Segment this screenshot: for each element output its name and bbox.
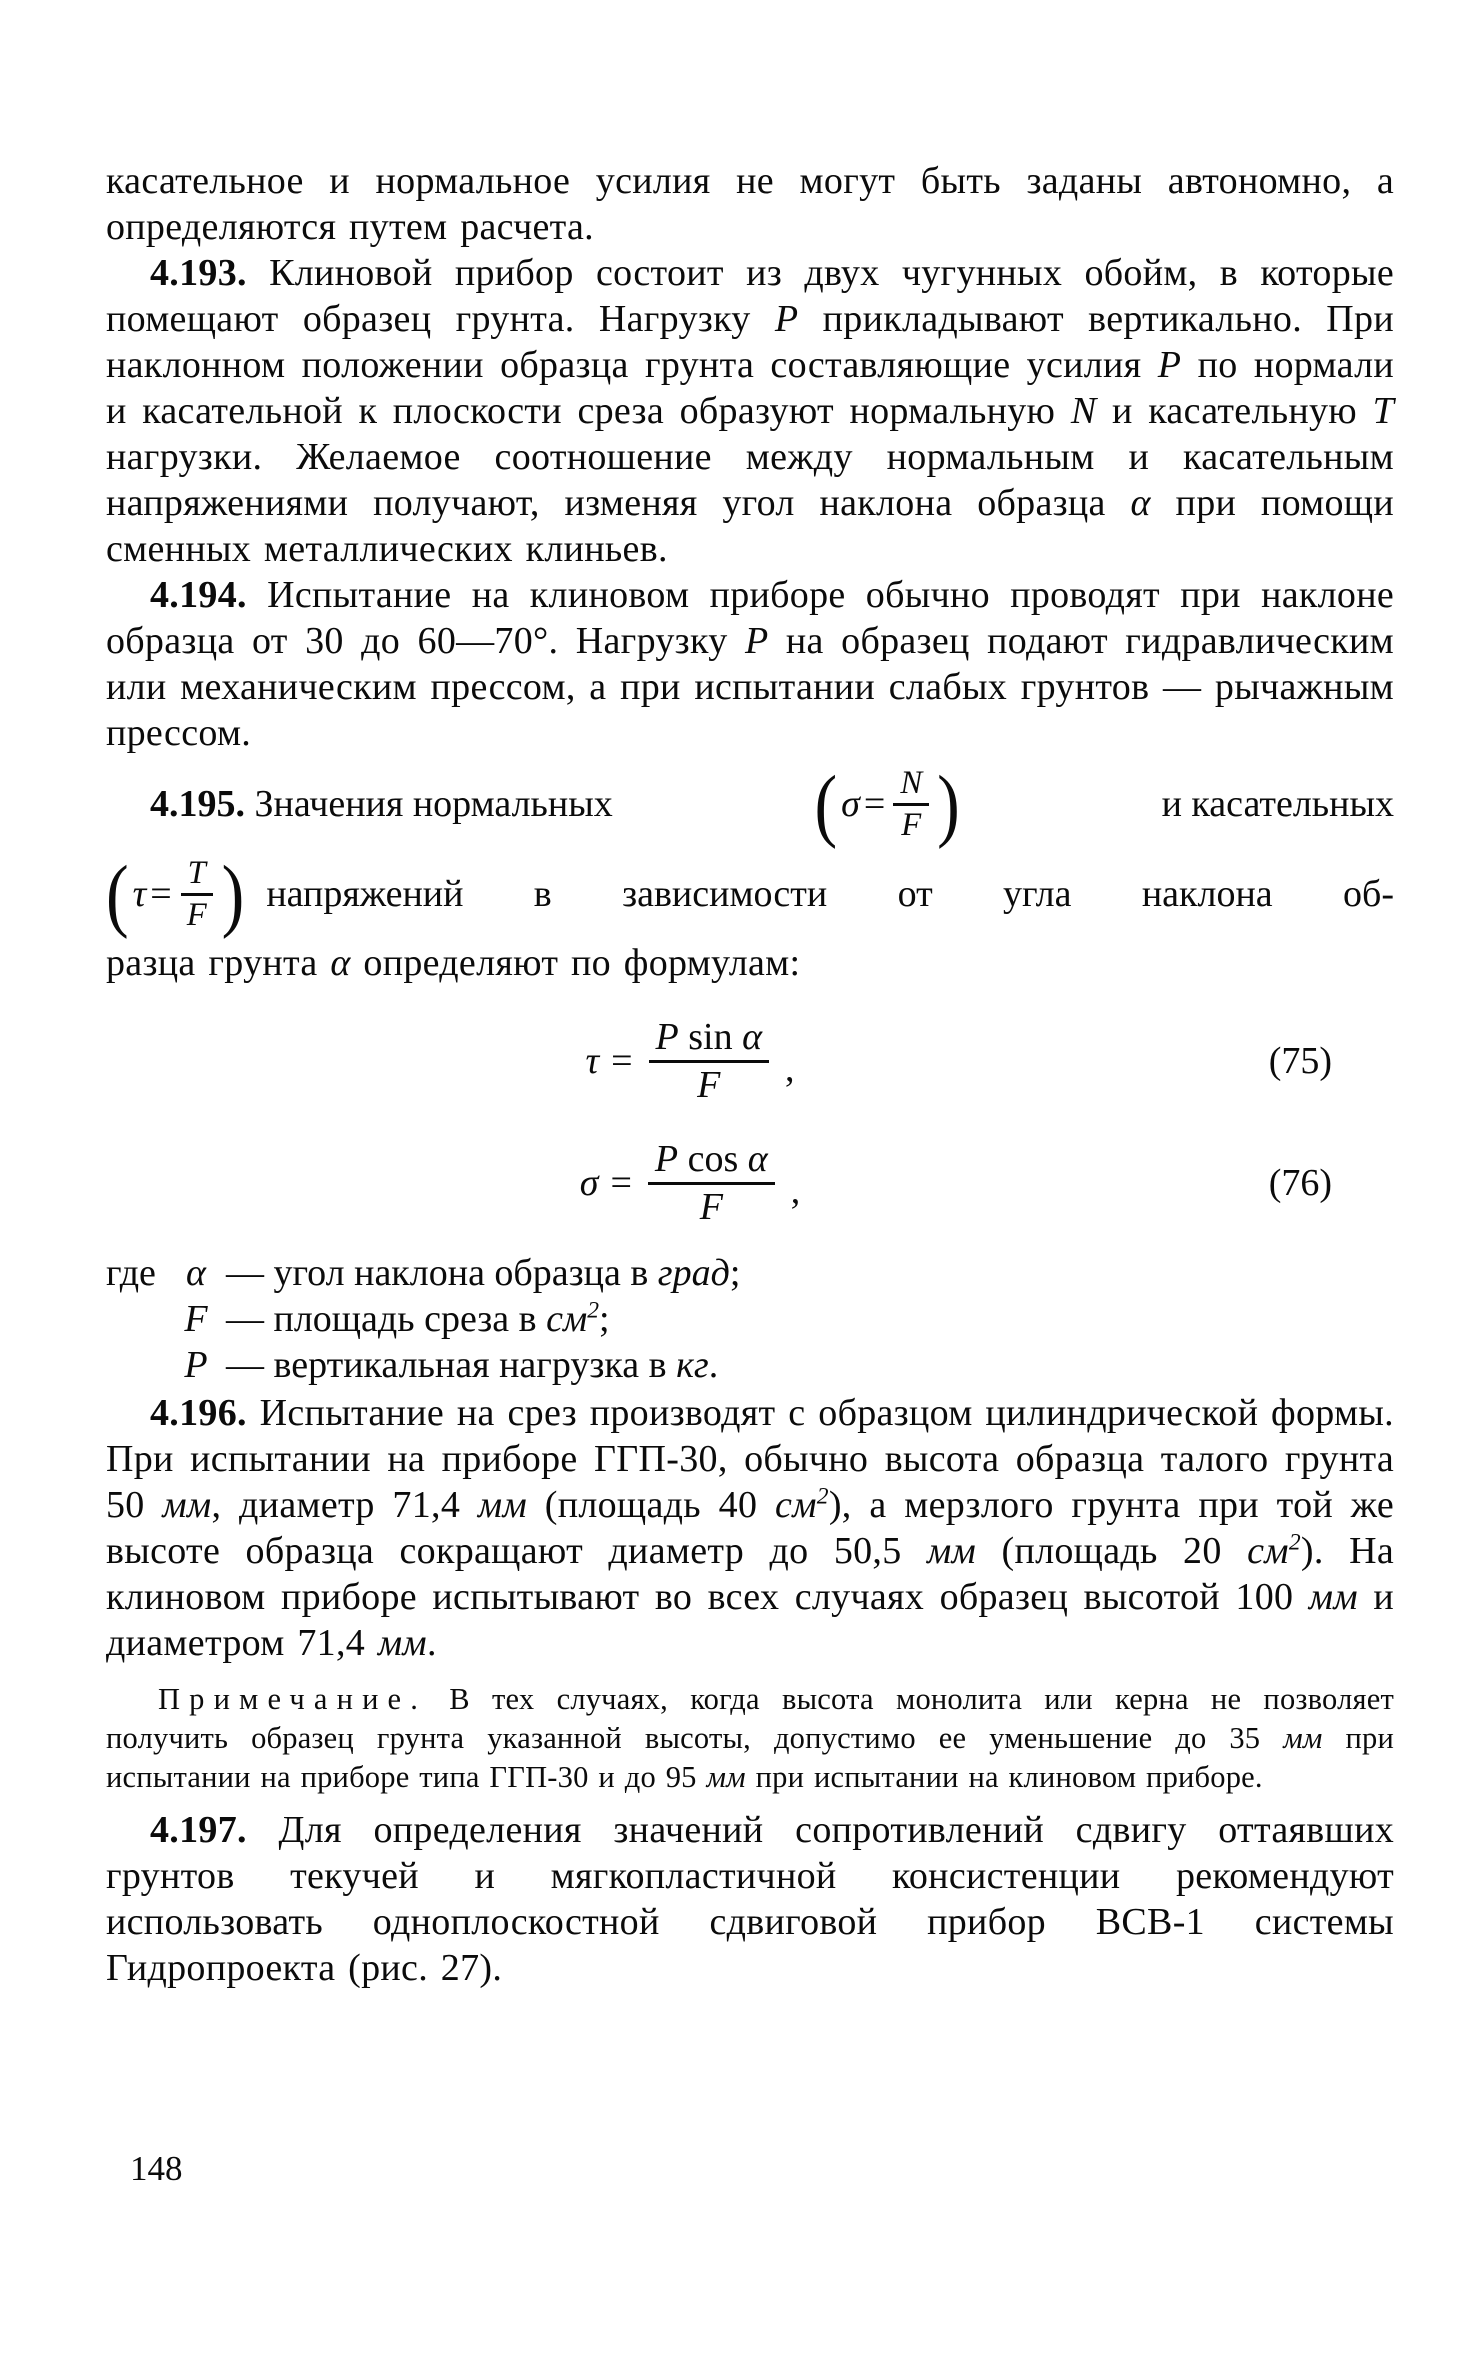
page-number: 148 [130,2149,183,2188]
inline-formula-tau [106,848,245,940]
definition-f [106,1296,1394,1342]
paragraph-4-195 [106,760,1394,992]
equals-sign: = [610,1162,632,1204]
paragraph-4-196: 4.196. Испытание на срез производят с образцом цилиндрической формы. При испытании на приборе ГГП-30, обычно высота образца талого грунта 50 мм, диаметр 71,4 мм (площадь 40 $см^2$), а мерзлого грунта при той же высоте образца сокращают диаметр до 50,5 мм (площадь 20 $см^2$). На клиновом приборе испытывают во всех случаях образец высотой 100 мм и диаметром 71,4 мм. [106,1392,1394,1664]
close-paren: ) [937,758,960,850]
f-symbol: F [184,1298,208,1340]
comma: , [785,1048,795,1091]
equation-75-number: (75) [1268,1040,1332,1082]
paragraph-4-195-line-2 [106,848,1394,940]
paragraph-4-195-line-3: разца грунта α определяют по формулам: [106,942,801,984]
p-definition: — вертикальная нагрузка в кг. [226,1344,719,1386]
paragraph-4-195-text-start: 4.195. Значения нормальных [150,783,613,825]
equals-sign: = [863,783,886,825]
fraction-t-over-f: $\frac{T}{F}$ [180,855,214,933]
equation-75 [106,1008,1394,1114]
paragraph-4-193: 4.193. Клиновой прибор состоит из двух чугунных обойм, в которые помещают образец грунта. Нагрузку Р прикладывают вертикально. При наклонном положении образца грунта составляющие усилия Р по нормали и касательной к плоскости среза образуют нормальную N и касательную Т нагрузки. Желаемое соотношение между нормальным и касательным напряжениями получают, изменяя угол наклона образца α при помощи сменных металлических клиньев. [106,252,1395,570]
fraction-pcos-over-f: $\frac{\text{P cos α}}{F}$ [648,1138,775,1228]
open-paren: ( [814,758,838,850]
equation-76 [106,1130,1394,1236]
tau-symbol: τ [132,873,147,915]
symbol-definitions [106,1250,1394,1388]
note-paragraph: Примечание. В тех случаях, когда высота монолита или керна не позволяет получить образец грунта указанной высоты, допустимо ее уменьшение до 35 мм при испытании на приборе типа ГГП-30 и до 95 мм при испытании на клиновом приборе. [106,1682,1394,1794]
close-paren: ) [221,848,245,940]
alpha-definition: — угол наклона образца в град; [226,1252,741,1294]
inline-formula-sigma [814,758,960,850]
equation-76-body [580,1138,801,1228]
comma: , [790,1170,801,1213]
paragraph-4-194: 4.194. Испытание на клиновом приборе обычно проводят при наклоне образца от 30 до 60—70°. Нагрузку Р на образец подают гидравлическим или механическим прессом, а при испытании слабых грунтов — рычажным прессом. [106,574,1394,754]
fraction-n-over-f: $\frac{N}{F}$ [893,765,929,843]
paragraph-continuation: касательное и нормальное усилия не могут быть заданы автономно, а определяются путем расчета. [106,160,1394,248]
definition-alpha [106,1250,1394,1296]
equation-76-number: (76) [1268,1162,1332,1204]
fraction-psin-over-f: $\frac{\text{P sin α}}{F}$ [649,1016,770,1106]
equals-sign: = [150,873,172,915]
paragraph-4-195-text-end: и касательных [1161,783,1394,825]
where-label: где [106,1252,156,1294]
tau-symbol: τ [585,1040,600,1082]
equals-sign: = [611,1040,633,1082]
f-definition: — площадь среза в $см^2$; [226,1297,610,1340]
sigma-symbol: σ [841,783,860,825]
equation-75-body [585,1016,794,1106]
definition-p [106,1342,1394,1388]
paragraph-4-197: 4.197. Для определения значений сопротивлений сдвигу оттаявших грунтов текучей и мягкопластичной консистенции рекомендуют использовать одноплоскостной сдвиговой прибор ВСВ-1 системы Гидропроекта (рис. 27). [106,1809,1394,1989]
open-paren: ( [106,848,129,940]
paragraph-4-195-line-2-text: напряжений в зависимости от угла наклона об- [266,873,1394,915]
sigma-symbol: σ [579,1162,599,1204]
paragraph-4-195-line-1 [106,760,1394,848]
alpha-symbol: α [186,1252,206,1294]
p-symbol: Р [184,1344,208,1386]
